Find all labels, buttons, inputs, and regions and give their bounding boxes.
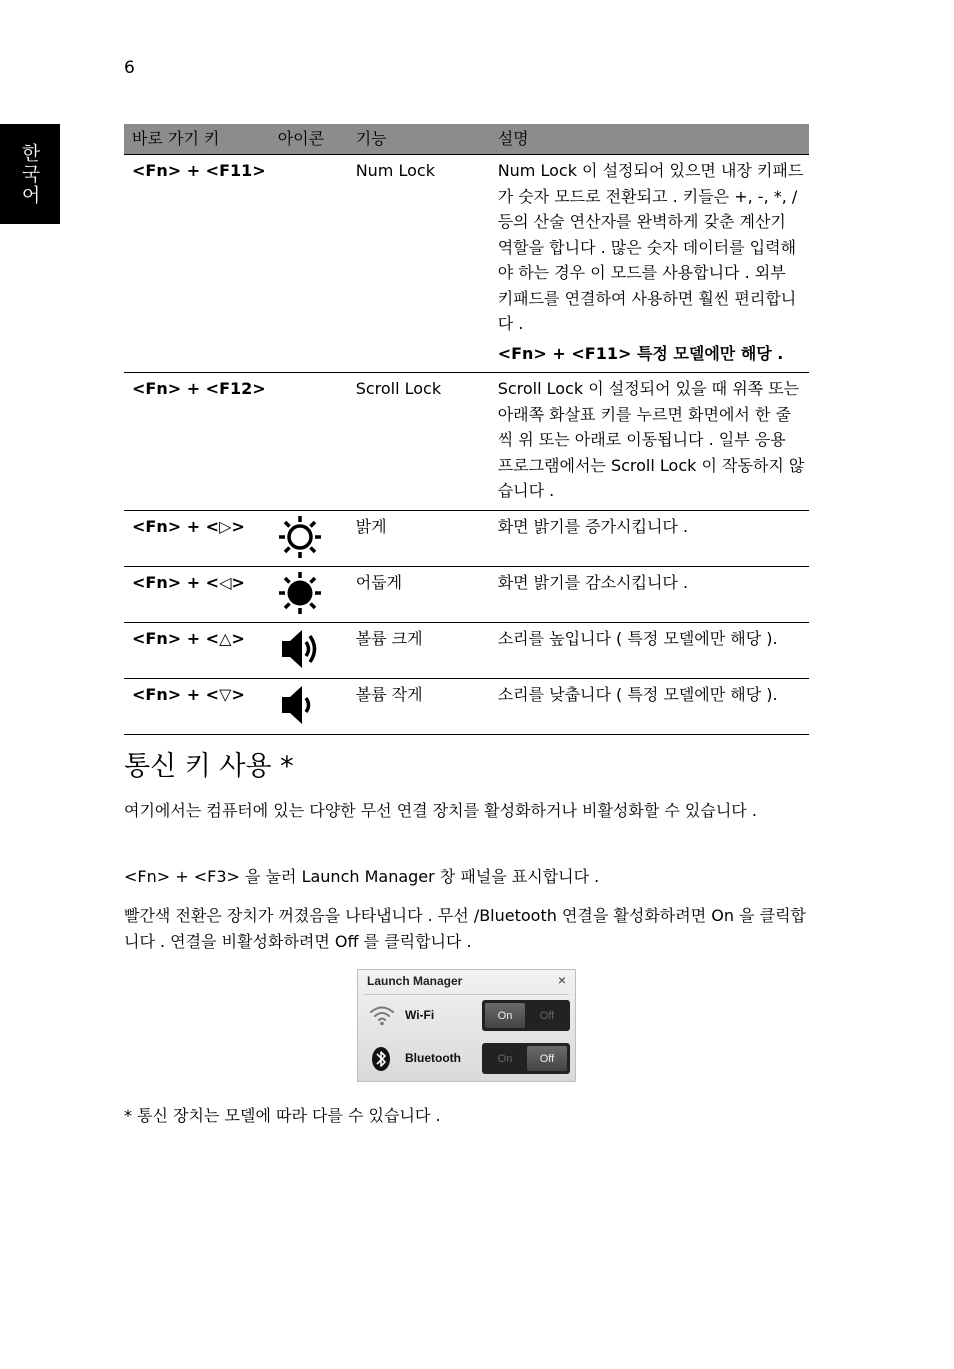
wifi-on-button[interactable]: On (485, 1003, 525, 1028)
wifi-icon (368, 1004, 396, 1026)
fn-f3-key: <Fn> + <F3> (124, 867, 240, 886)
row-key: <Fn> + <F11> (124, 155, 270, 373)
volume-up-icon (274, 625, 326, 673)
table-row (124, 622, 809, 678)
row-description: 소리를 낮춥니다 ( 특정 모델에만 해당 ). (490, 678, 809, 734)
bluetooth-on-button[interactable]: On (497, 1052, 513, 1065)
header-function: 기능 (348, 124, 490, 155)
row-function: 어둡게 (348, 566, 490, 622)
bluetooth-term: /Bluetooth (473, 906, 557, 925)
intro-paragraph: 여기에서는 컴퓨터에 있는 다양한 무선 연결 장치를 활성화하거나 비활성화할 수 있습니다 . (124, 801, 757, 820)
row-icon (270, 566, 348, 622)
table-row (124, 510, 809, 566)
bluetooth-row (358, 1043, 575, 1075)
toggle-paragraph (124, 903, 814, 955)
row-icon (270, 155, 348, 373)
launch-manager-panel (357, 969, 576, 1082)
row-icon (270, 678, 348, 734)
row-key: <Fn> + <△> (124, 622, 270, 678)
bluetooth-icon (370, 1046, 392, 1072)
off-term: Off (334, 932, 359, 951)
brightness-up-icon (274, 513, 326, 561)
row-key: <Fn> + <F12> (124, 373, 270, 511)
launch-manager-title: Launch Manager (367, 974, 463, 988)
table-row (124, 678, 809, 734)
brightness-down-icon (274, 569, 326, 617)
language-tab-label: 한국어 (18, 142, 41, 206)
wifi-row (358, 1000, 575, 1032)
wifi-off-button[interactable]: Off (539, 1009, 555, 1022)
row-function: 밝게 (348, 510, 490, 566)
row-key: <Fn> + <▽> (124, 678, 270, 734)
row-function: 볼륨 작게 (348, 678, 490, 734)
toggle-text-e: 를 클릭합니다 . (358, 932, 472, 951)
bluetooth-off-button[interactable]: Off (527, 1046, 567, 1071)
row-description: 소리를 높입니다 ( 특정 모델에만 해당 ). (490, 622, 809, 678)
bluetooth-toggle[interactable] (482, 1043, 570, 1074)
table-row (124, 566, 809, 622)
row-function: 볼륨 크게 (348, 622, 490, 678)
row-description-text: Scroll Lock 이 설정되어 있을 때 위쪽 또는 아래쪽 화살표 키를 누르면 화면에서 한 줄씩 위 또는 아래로 이동됩니다 . 일부 응용 프로그램에서는 Scroll Lock 이 작동하지 않습니다 . (497, 379, 805, 500)
row-note: <Fn> + <F11> 특정 모델에만 해당 . (497, 343, 784, 363)
wifi-label: Wi-Fi (405, 1008, 435, 1022)
row-description-text: Num Lock 이 설정되어 있으면 내장 키패드가 숫자 모드로 전환되고 . 키들은 +, -, *, / 등의 산술 연산자를 완벽하게 갖춘 계산기 역할을 합니다 . 많은 숫자 데이터를 입력해야 하는 경우 이 모드를 사용합니다 . 외부 키패드를 연결하여 사용하면 훨씬 편리합니다 . (497, 161, 804, 333)
table-row (124, 373, 809, 511)
fn-f3-text: 을 눌러 Launch Manager 창 패널을 표시합니다 . (239, 867, 600, 886)
row-description: 화면 밝기를 증가시킵니다 . (490, 510, 809, 566)
toggle-text-a: 빨간색 전환은 장치가 꺼졌음을 나타냅니다 . 무선 (124, 906, 474, 925)
footnote: * 통신 장치는 모델에 따라 다를 수 있습니다 . (124, 1106, 441, 1125)
table-header-row (124, 124, 809, 155)
row-function: Scroll Lock (348, 373, 490, 511)
on-term: On (711, 906, 734, 925)
toggle-text-d: 을 클릭합니다 . 연결을 비활성화하려면 (124, 906, 806, 951)
table-row (124, 155, 809, 373)
row-icon (270, 622, 348, 678)
row-function: Num Lock (348, 155, 490, 373)
divider (364, 994, 569, 995)
row-key: <Fn> + <◁> (124, 566, 270, 622)
header-shortcut: 바로 가기 키 (124, 124, 270, 155)
header-description: 설명 (490, 124, 809, 155)
fn-f3-paragraph (124, 864, 814, 890)
row-key: <Fn> + <▷> (124, 510, 270, 566)
row-icon (270, 373, 348, 511)
close-icon[interactable]: × (557, 972, 566, 988)
wifi-toggle[interactable] (482, 1000, 570, 1031)
toggle-text-c: 연결을 활성화하려면 (556, 906, 712, 925)
page-number: 6 (124, 58, 135, 78)
shortcut-table (124, 124, 809, 735)
volume-down-icon (274, 681, 326, 729)
row-description (490, 155, 809, 373)
header-icon: 아이콘 (270, 124, 348, 155)
bluetooth-label: Bluetooth (405, 1051, 461, 1065)
row-icon (270, 510, 348, 566)
row-description (490, 373, 809, 511)
language-tab (0, 124, 60, 224)
section-title: 통신 키 사용 * (124, 751, 294, 782)
row-description: 화면 밝기를 감소시킵니다 . (490, 566, 809, 622)
